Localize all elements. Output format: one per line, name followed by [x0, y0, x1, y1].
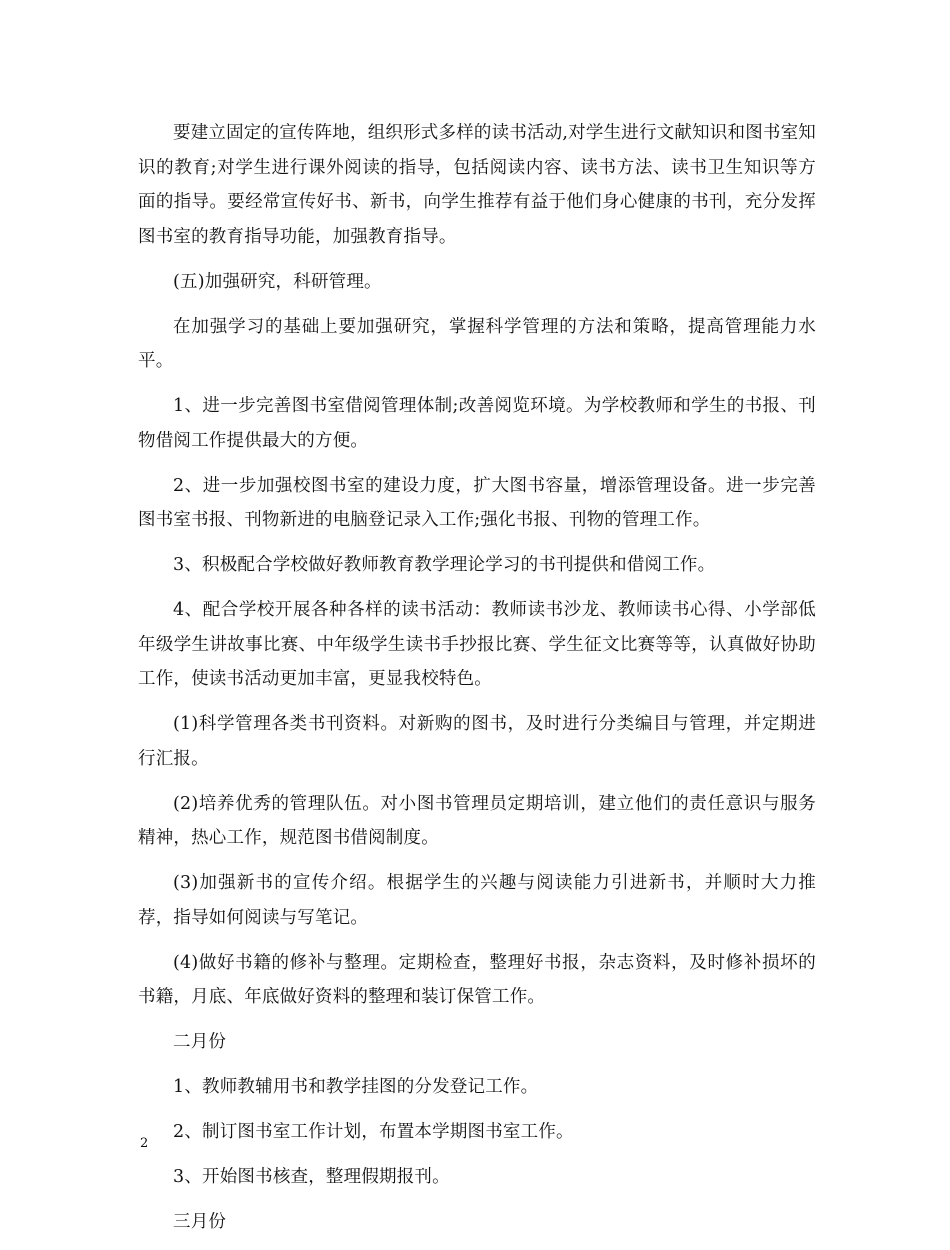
list-item-3: 3、积极配合学校做好教师教育教学理论学习的书刊提供和借阅工作。 [173, 555, 716, 575]
paragraph-research-intro: 在加强学习的基础上要加强研究，掌握科学管理的方法和策略，提高管理能力水平。 [138, 316, 816, 371]
february-item-1: 1、教师教辅用书和教学挂图的分发登记工作。 [173, 1077, 539, 1097]
sub-item-4: (4)做好书籍的修补与整理。定期检查，整理好书报，杂志资料，及时修补损坏的书籍，月底、年底做好资料的整理和装订保管工作。 [138, 952, 816, 1007]
document-body [138, 116, 816, 1250]
list-item-1: 1、进一步完善图书室借阅管理体制;改善阅览环境。为学校教师和学生的书报、刊物借阅工作提供最大的方便。 [138, 396, 816, 451]
paragraph-reading-activities: 要建立固定的宣传阵地，组织形式多样的读书活动,对学生进行文献知识和图书室知识的教育;对学生进行课外阅读的指导，包括阅读内容、读书方法、读书卫生知识等方面的指导。要经常宣传好书、新书，向学生推荐有益于他们身心健康的书刊，充分发挥图书室的教育指导功能，加强教育指导。 [138, 123, 816, 247]
month-heading-march: 三月份 [173, 1212, 227, 1232]
month-heading-february: 二月份 [173, 1032, 227, 1052]
list-item-2: 2、进一步加强校图书室的建设力度，扩大图书容量，增添管理设备。进一步完善图书室书报、刊物新进的电脑登记录入工作;强化书报、刊物的管理工作。 [138, 475, 816, 530]
section-heading-research: (五)加强研究，科研管理。 [173, 271, 382, 292]
sub-item-2: (2)培养优秀的管理队伍。对小图书管理员定期培训，建立他们的责任意识与服务精神，热心工作，规范图书借阅制度。 [138, 793, 816, 848]
sub-item-1: (1)科学管理各类书刊资料。对新购的图书，及时进行分类编目与管理，并定期进行汇报。 [138, 714, 816, 769]
february-item-2: 2、制订图书室工作计划，布置本学期图书室工作。 [173, 1122, 574, 1142]
sub-item-3: (3)加强新书的宣传介绍。根据学生的兴趣与阅读能力引进新书，并顺时大力推荐，指导如何阅读与写笔记。 [138, 873, 816, 928]
list-item-4: 4、配合学校开展各种各样的读书活动：教师读书沙龙、教师读书心得、小学部低年级学生讲故事比赛、中年级学生读书手抄报比赛、学生征文比赛等等，认真做好协助工作，使读书活动更加丰富，更显我校特色。 [138, 600, 816, 689]
page-number: 2 [140, 1136, 149, 1151]
february-item-3: 3、开始图书核查，整理假期报刊。 [173, 1167, 450, 1187]
